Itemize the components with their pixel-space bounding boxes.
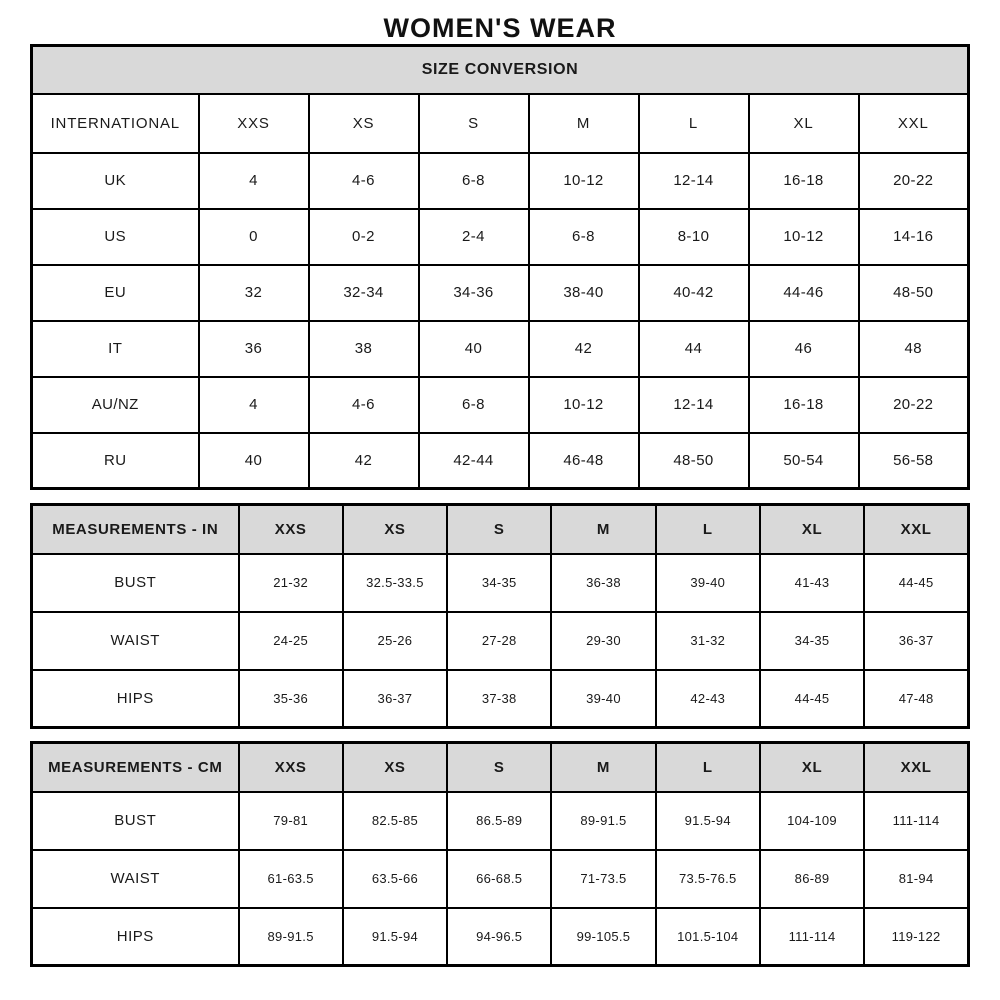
size-header-cell-s: S (419, 94, 529, 153)
measure-value-cell: 41-43 (760, 554, 864, 612)
size-value-cell: 34-36 (419, 265, 529, 321)
size-value-cell: 6-8 (419, 377, 529, 433)
size-value-cell: 4 (199, 153, 309, 209)
size-value-cell: 10-12 (529, 377, 639, 433)
region-label-cell: US (32, 209, 199, 265)
size-value-cell: 16-18 (749, 377, 859, 433)
size-value-cell: 42-44 (419, 433, 529, 489)
size-header-cell-s: S (447, 505, 551, 554)
measure-value-cell: 35-36 (239, 670, 343, 728)
size-header-cell-xl: XL (760, 505, 864, 554)
table-row-waist-in (32, 612, 969, 670)
size-value-cell: 40-42 (639, 265, 749, 321)
size-value-cell: 20-22 (859, 377, 969, 433)
size-value-cell: 48-50 (639, 433, 749, 489)
measure-value-cell: 36-38 (551, 554, 655, 612)
measure-label-cell: BUST (32, 792, 239, 850)
measure-value-cell: 61-63.5 (239, 850, 343, 908)
size-header-cell-xxs: XXS (239, 743, 343, 792)
size-header-cell-m: M (529, 94, 639, 153)
measure-value-cell: 63.5-66 (343, 850, 447, 908)
measure-value-cell: 25-26 (343, 612, 447, 670)
measurements-in-table (30, 503, 970, 729)
table-row-eu (32, 265, 969, 321)
table-row-aunz (32, 377, 969, 433)
size-value-cell: 32-34 (309, 265, 419, 321)
size-header-cell-xl: XL (760, 743, 864, 792)
size-header-cell-xxs: XXS (239, 505, 343, 554)
measure-value-cell: 119-122 (864, 908, 968, 966)
region-label-cell: IT (32, 321, 199, 377)
size-value-cell: 4-6 (309, 377, 419, 433)
size-header-cell-xs: XS (343, 505, 447, 554)
table-row-hips-cm (32, 908, 969, 966)
size-value-cell: 32 (199, 265, 309, 321)
measure-value-cell: 81-94 (864, 850, 968, 908)
measure-label-cell: BUST (32, 554, 239, 612)
table-row-hips-in (32, 670, 969, 728)
size-value-cell: 10-12 (529, 153, 639, 209)
size-header-cell-l: L (639, 94, 749, 153)
measure-value-cell: 86.5-89 (447, 792, 551, 850)
measure-value-cell: 39-40 (656, 554, 760, 612)
size-header-cell-xs: XS (309, 94, 419, 153)
measure-value-cell: 111-114 (760, 908, 864, 966)
table-row-bust-in (32, 554, 969, 612)
size-header-cell-xxl: XXL (864, 743, 968, 792)
size-header-cell-l: L (656, 743, 760, 792)
size-value-cell: 56-58 (859, 433, 969, 489)
size-value-cell: 46 (749, 321, 859, 377)
measure-value-cell: 94-96.5 (447, 908, 551, 966)
measurements-cm-table (30, 741, 970, 967)
measure-value-cell: 24-25 (239, 612, 343, 670)
table-row-ru (32, 433, 969, 489)
measure-value-cell: 37-38 (447, 670, 551, 728)
measure-value-cell: 104-109 (760, 792, 864, 850)
table-row-it (32, 321, 969, 377)
measure-value-cell: 31-32 (656, 612, 760, 670)
measurements-in-title: MEASUREMENTS - IN (32, 505, 239, 554)
region-label-cell: RU (32, 433, 199, 489)
size-value-cell: 4 (199, 377, 309, 433)
measurements-cm-title: MEASUREMENTS - CM (32, 743, 239, 792)
size-value-cell: 10-12 (749, 209, 859, 265)
size-value-cell: 8-10 (639, 209, 749, 265)
measure-label-cell: WAIST (32, 612, 239, 670)
size-value-cell: 12-14 (639, 153, 749, 209)
measure-value-cell: 86-89 (760, 850, 864, 908)
size-value-cell: 0 (199, 209, 309, 265)
measure-value-cell: 89-91.5 (551, 792, 655, 850)
size-value-cell: 36 (199, 321, 309, 377)
region-label-cell: EU (32, 265, 199, 321)
measure-value-cell: 101.5-104 (656, 908, 760, 966)
table-row-waist-cm (32, 850, 969, 908)
measure-value-cell: 71-73.5 (551, 850, 655, 908)
size-header-cell-xxs: XXS (199, 94, 309, 153)
table-row-us (32, 209, 969, 265)
size-header-cell-m: M (551, 505, 655, 554)
size-conversion-title: SIZE CONVERSION (32, 46, 969, 94)
size-conversion-title-row (32, 46, 969, 94)
measure-value-cell: 44-45 (760, 670, 864, 728)
table-row-bust-cm (32, 792, 969, 850)
size-value-cell: 42 (529, 321, 639, 377)
measure-value-cell: 44-45 (864, 554, 968, 612)
measure-value-cell: 29-30 (551, 612, 655, 670)
size-value-cell: 40 (419, 321, 529, 377)
measure-value-cell: 42-43 (656, 670, 760, 728)
size-value-cell: 44 (639, 321, 749, 377)
measure-value-cell: 73.5-76.5 (656, 850, 760, 908)
measure-value-cell: 39-40 (551, 670, 655, 728)
measure-value-cell: 36-37 (343, 670, 447, 728)
measurements-in-header-row (32, 505, 969, 554)
measure-value-cell: 36-37 (864, 612, 968, 670)
international-header-cell: INTERNATIONAL (32, 94, 199, 153)
size-value-cell: 6-8 (529, 209, 639, 265)
table-row-uk (32, 153, 969, 209)
size-value-cell: 14-16 (859, 209, 969, 265)
measure-value-cell: 66-68.5 (447, 850, 551, 908)
size-value-cell: 4-6 (309, 153, 419, 209)
measure-value-cell: 79-81 (239, 792, 343, 850)
measure-value-cell: 34-35 (760, 612, 864, 670)
measure-value-cell: 32.5-33.5 (343, 554, 447, 612)
measure-value-cell: 21-32 (239, 554, 343, 612)
size-header-cell-xxl: XXL (864, 505, 968, 554)
measure-label-cell: HIPS (32, 670, 239, 728)
measure-value-cell: 111-114 (864, 792, 968, 850)
measurements-cm-header-row (32, 743, 969, 792)
size-value-cell: 48 (859, 321, 969, 377)
size-header-cell-l: L (656, 505, 760, 554)
size-value-cell: 48-50 (859, 265, 969, 321)
size-value-cell: 12-14 (639, 377, 749, 433)
measure-value-cell: 89-91.5 (239, 908, 343, 966)
region-label-cell: AU/NZ (32, 377, 199, 433)
size-header-cell-m: M (551, 743, 655, 792)
size-conversion-header-row (32, 94, 969, 153)
measure-value-cell: 91.5-94 (343, 908, 447, 966)
size-value-cell: 2-4 (419, 209, 529, 265)
region-label-cell: UK (32, 153, 199, 209)
size-value-cell: 0-2 (309, 209, 419, 265)
measure-value-cell: 82.5-85 (343, 792, 447, 850)
size-header-cell-xl: XL (749, 94, 859, 153)
size-value-cell: 46-48 (529, 433, 639, 489)
measure-value-cell: 99-105.5 (551, 908, 655, 966)
size-value-cell: 42 (309, 433, 419, 489)
size-value-cell: 38-40 (529, 265, 639, 321)
measure-value-cell: 47-48 (864, 670, 968, 728)
size-header-cell-xxl: XXL (859, 94, 969, 153)
measure-label-cell: WAIST (32, 850, 239, 908)
page-title: WOMEN'S WEAR (383, 13, 617, 43)
size-value-cell: 50-54 (749, 433, 859, 489)
size-value-cell: 44-46 (749, 265, 859, 321)
size-header-cell-xs: XS (343, 743, 447, 792)
measure-value-cell: 91.5-94 (656, 792, 760, 850)
measure-label-cell: HIPS (32, 908, 239, 966)
measure-value-cell: 27-28 (447, 612, 551, 670)
size-header-cell-s: S (447, 743, 551, 792)
size-value-cell: 20-22 (859, 153, 969, 209)
size-conversion-table (30, 44, 970, 490)
size-value-cell: 6-8 (419, 153, 529, 209)
size-value-cell: 38 (309, 321, 419, 377)
size-value-cell: 16-18 (749, 153, 859, 209)
measure-value-cell: 34-35 (447, 554, 551, 612)
size-value-cell: 40 (199, 433, 309, 489)
